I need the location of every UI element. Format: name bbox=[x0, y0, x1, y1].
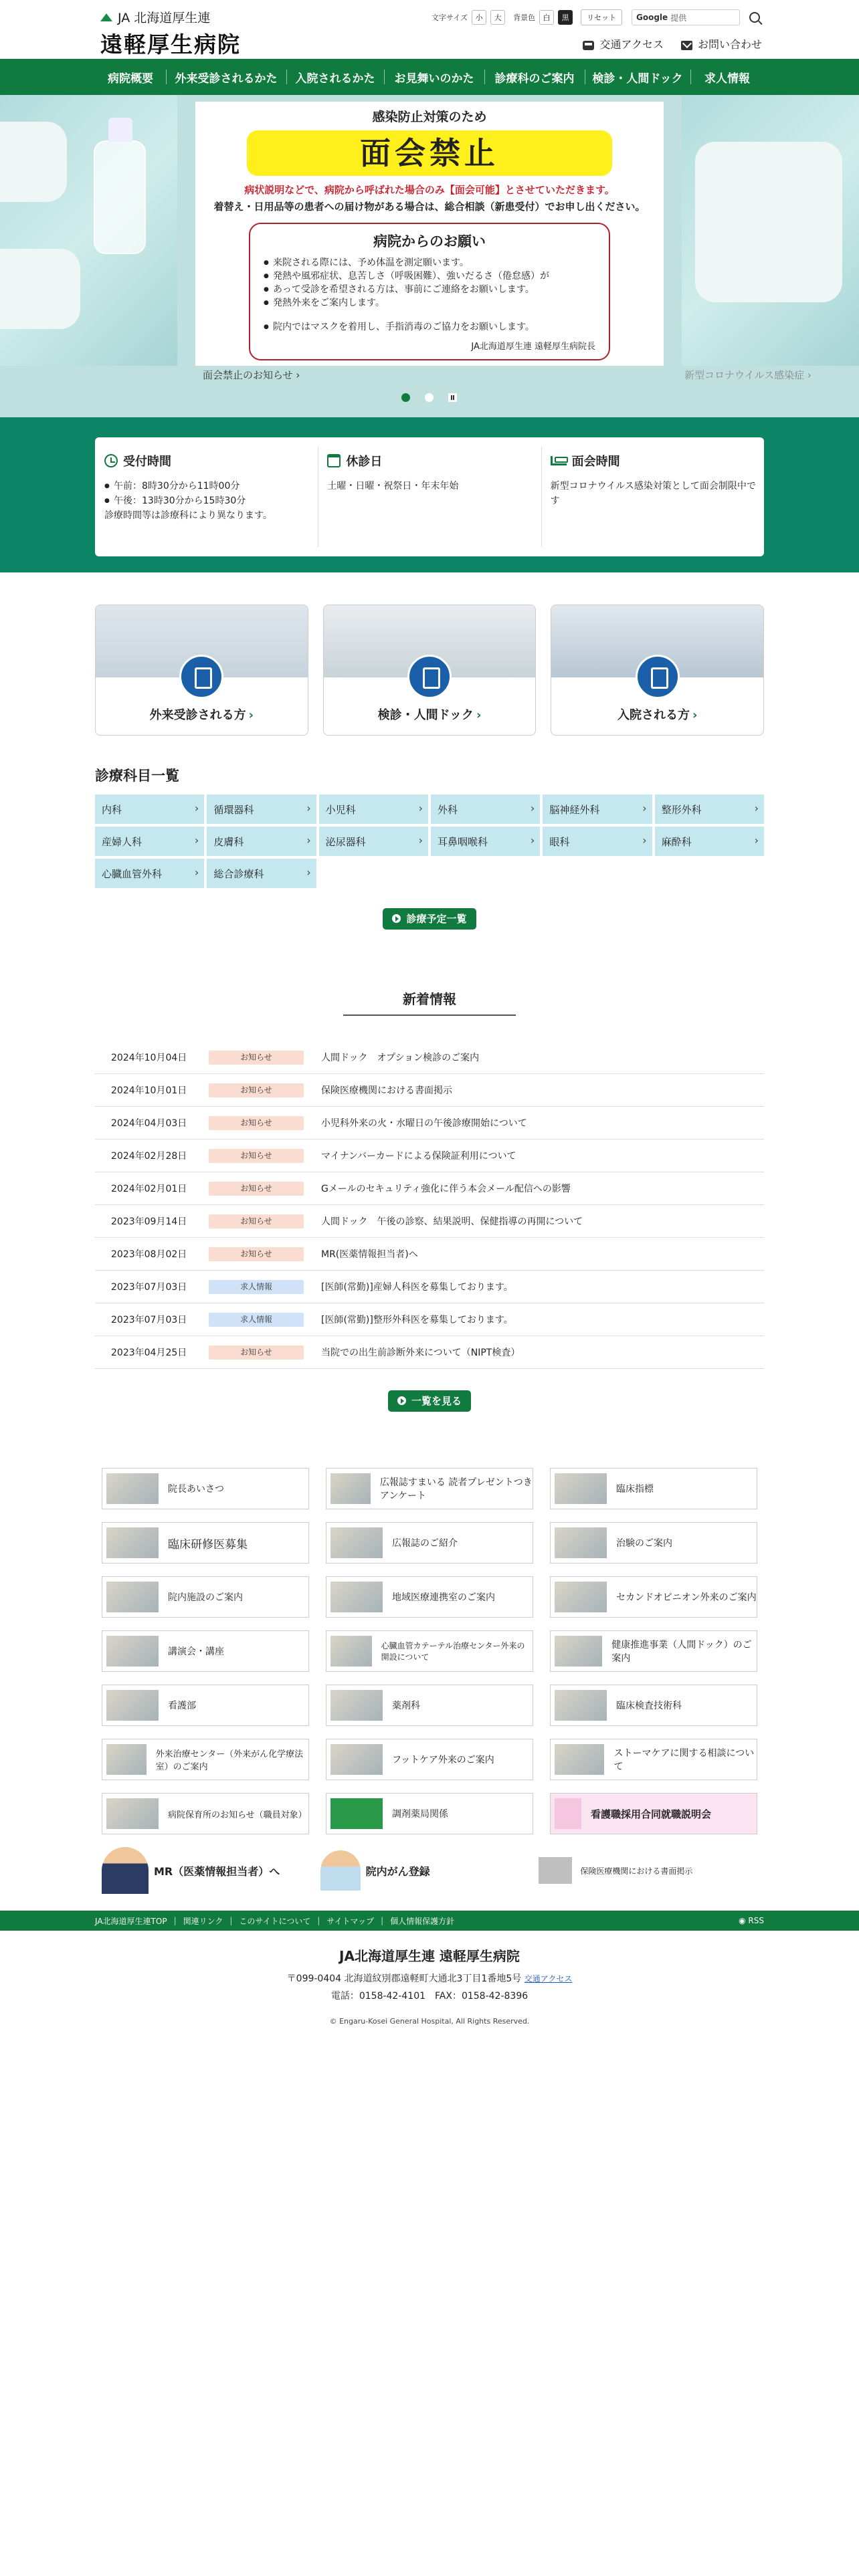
news-heading: 新着情報 bbox=[403, 991, 456, 1007]
clipboard-icon bbox=[179, 655, 223, 699]
logo-org-text: JA 北海道厚生連 bbox=[118, 11, 211, 25]
visit-text: 新型コロナウイルス感染対策として面会制限中です bbox=[550, 481, 756, 506]
reception-hours bbox=[95, 437, 318, 556]
site-header bbox=[0, 0, 859, 59]
footer-link-top[interactable]: JA北海道厚生連TOP bbox=[95, 1916, 167, 1926]
footer-access-link[interactable]: 交通アクセス bbox=[524, 1974, 573, 1983]
doctor-illustration bbox=[320, 1850, 361, 1891]
hero-prev-slide[interactable] bbox=[0, 95, 177, 366]
news-category-badge: お知らせ bbox=[209, 1149, 304, 1163]
play-circle-icon bbox=[397, 1396, 406, 1405]
request-item: ● 発熱や風邪症状、息苦しさ（呼吸困難）、強いだるさ（倦怠感）が bbox=[264, 270, 595, 283]
footer-tel: 電話：0158-42-4101 FAX：0158-42-8396 bbox=[330, 1991, 529, 2002]
stoma-photo bbox=[555, 1744, 604, 1775]
hospital-request-box bbox=[249, 223, 610, 360]
banner-stoma-care[interactable] bbox=[550, 1739, 757, 1780]
request-item: ● あって受診を希望される方は、事前にご連絡をお願いします。 bbox=[264, 283, 595, 296]
logo-org bbox=[100, 8, 241, 26]
banner-label: 保険医療機関における書面掲示 bbox=[580, 1866, 693, 1876]
mr-illustration bbox=[102, 1847, 149, 1894]
reset-button[interactable]: リセット bbox=[581, 9, 622, 25]
dept-urology[interactable]: 泌尿器科 › bbox=[319, 827, 428, 856]
news-row[interactable] bbox=[95, 1140, 764, 1172]
request-item: ● 来院される際には、予め体温を測定願います。 bbox=[264, 256, 595, 270]
pharmacist-photo bbox=[330, 1690, 383, 1721]
dept-surgery[interactable]: 外科 › bbox=[431, 794, 540, 824]
contact-link-label: お問い合わせ bbox=[697, 38, 762, 51]
news-date: 2023年04月25日 bbox=[111, 1348, 187, 1358]
banner-foot-care[interactable] bbox=[326, 1739, 533, 1780]
hero-caption-side-link[interactable]: 新型コロナウイルス感染症 › bbox=[684, 369, 812, 381]
news-category-badge: 求人情報 bbox=[209, 1313, 304, 1327]
news-row[interactable] bbox=[95, 1172, 764, 1205]
nurse-illustration bbox=[555, 1798, 581, 1829]
banner-cancer-registry[interactable] bbox=[320, 1850, 539, 1891]
hero-subtitle: 感染防止対策のため bbox=[372, 110, 487, 124]
news-category-badge: お知らせ bbox=[209, 1182, 304, 1196]
liaison-photo bbox=[330, 1582, 383, 1612]
footer-link-sitemap[interactable]: サイトマップ bbox=[326, 1916, 375, 1926]
news-date: 2024年10月01日 bbox=[111, 1085, 187, 1096]
news-date: 2023年07月03日 bbox=[111, 1315, 187, 1325]
hours-card bbox=[95, 437, 764, 556]
utility-bar bbox=[432, 9, 760, 25]
news-date: 2023年09月14日 bbox=[111, 1216, 187, 1227]
medical-device-icon bbox=[407, 655, 452, 699]
news-category-badge: 求人情報 bbox=[209, 1280, 304, 1294]
banner-label: フットケア外来のご案内 bbox=[392, 1755, 494, 1765]
news-title-link[interactable]: [医師(常勤)]産婦人科医を募集しております。 bbox=[321, 1282, 513, 1293]
banner-label: 講演会・講座 bbox=[168, 1646, 224, 1657]
pills-photo bbox=[555, 1527, 607, 1558]
request-item-mask: ● 院内ではマスクを着用し、手指消毒のご協力をお願いします。 bbox=[264, 320, 595, 334]
request-signature: JA北海道厚生連 遠軽厚生病院長 bbox=[471, 342, 595, 352]
dept-ophthalmology[interactable]: 眼科 › bbox=[543, 827, 652, 856]
access-link-label: 交通アクセス bbox=[599, 38, 664, 51]
banner-lab[interactable] bbox=[550, 1685, 757, 1726]
hero-title: 面会禁止 bbox=[247, 130, 612, 176]
banner-clinical-indicators[interactable] bbox=[550, 1468, 757, 1509]
consultation-photo bbox=[555, 1582, 607, 1612]
schedule-button[interactable] bbox=[383, 908, 476, 930]
reception-am: ● 午前：8時30分から11時00分 bbox=[104, 479, 311, 494]
news-row[interactable] bbox=[95, 1303, 764, 1336]
document-icon bbox=[539, 1857, 572, 1884]
magazine-photo bbox=[330, 1527, 383, 1558]
news-title-link[interactable]: 当院での出生前診断外来について（NIPT検査） bbox=[321, 1348, 520, 1358]
dept-cardiology[interactable]: 循環器科 › bbox=[207, 794, 316, 824]
search-brand: Google bbox=[636, 13, 668, 22]
request-item: ● 発熱外来をご案内します。 bbox=[264, 296, 595, 310]
banner-label: 臨床指標 bbox=[616, 1484, 654, 1495]
nav-item-jobs[interactable]: 求人情報 bbox=[690, 59, 764, 95]
dept-general-medicine[interactable]: 総合診療科 › bbox=[207, 859, 316, 888]
news-category-badge: お知らせ bbox=[209, 1051, 304, 1065]
footer-separator: | bbox=[229, 1916, 233, 1925]
residents-photo bbox=[106, 1527, 159, 1558]
dept-orthopedics[interactable]: 整形外科 › bbox=[655, 794, 764, 824]
news-title-link[interactable]: 人間ドック 午後の診察、結果説明、保健指導の再開について bbox=[321, 1216, 583, 1227]
logo-hospital-name: 遠軽厚生病院 bbox=[100, 31, 241, 58]
news-row[interactable] bbox=[95, 1107, 764, 1140]
banner-label: 院内施設のご案内 bbox=[168, 1592, 243, 1603]
news-title-link[interactable]: Gメールのセキュリティ強化に伴う本会メール配信への影響 bbox=[321, 1184, 571, 1194]
news-title-link[interactable]: 保険医療機関における書面掲示 bbox=[321, 1085, 452, 1096]
ja-mark-icon bbox=[100, 13, 112, 21]
footer-link-privacy[interactable]: 個人情報保護方針 bbox=[390, 1916, 455, 1926]
news-date: 2023年08月02日 bbox=[111, 1249, 187, 1260]
footer-hospital-name: JA北海道厚生連 遠軽厚生病院 bbox=[339, 1948, 520, 1964]
banner-nursery[interactable] bbox=[102, 1793, 309, 1834]
visit-title: 面会時間 bbox=[571, 455, 620, 469]
rss-link[interactable] bbox=[739, 1916, 764, 1925]
header-links bbox=[583, 36, 762, 51]
request-box-title: 病院からのお願い bbox=[373, 233, 486, 249]
lab-photo bbox=[555, 1690, 607, 1721]
banner-pr-magazine[interactable] bbox=[326, 1522, 533, 1564]
feature-card-inpatient[interactable] bbox=[551, 605, 764, 736]
banner-label: ストーマケアに関する相談について bbox=[613, 1748, 755, 1772]
footer-address bbox=[0, 1971, 859, 1985]
banner-label: 病院保育所のお知らせ（職員対象） bbox=[168, 1810, 307, 1820]
news-heading-underline bbox=[343, 1014, 516, 1016]
rss-label: RSS bbox=[748, 1916, 764, 1925]
dept-neurosurgery[interactable]: 脳神経外科 › bbox=[543, 794, 652, 824]
feature-card-outpatient[interactable] bbox=[95, 605, 308, 736]
reception-pm: ● 午後：13時30分から15時30分 bbox=[104, 494, 311, 508]
news-date: 2024年02月01日 bbox=[111, 1184, 187, 1194]
banner-label: 薬剤科 bbox=[392, 1701, 420, 1711]
hero-notice: 着替え・日用品等の患者への届け物がある場合は、総合相談（新患受付）でお申し出ください。 bbox=[213, 201, 646, 213]
nursery-photo bbox=[106, 1798, 159, 1829]
slider-dot-2[interactable] bbox=[425, 393, 434, 402]
pharmacy-sign-icon bbox=[330, 1798, 383, 1829]
pr-magazine-photo bbox=[330, 1473, 371, 1504]
hero-notice-card[interactable] bbox=[195, 102, 664, 366]
dept-pediatrics[interactable]: 小児科 › bbox=[319, 794, 428, 824]
sanitizer-bottle-image bbox=[94, 140, 146, 254]
news-category-badge: お知らせ bbox=[209, 1083, 304, 1097]
nav-item-about[interactable]: 病院概要 bbox=[108, 72, 153, 86]
heart-hand-icon bbox=[636, 655, 680, 699]
global-nav bbox=[0, 59, 859, 95]
font-large-button[interactable]: 大 bbox=[490, 10, 505, 25]
banner-director-greeting[interactable] bbox=[102, 1468, 309, 1509]
banner-label: 外来治療センター（外来がん化学療法室）のご案内 bbox=[155, 1749, 304, 1772]
search-input[interactable] bbox=[632, 9, 740, 25]
bed-icon bbox=[551, 456, 567, 465]
health-photo bbox=[555, 1636, 602, 1667]
banner-label: 広報誌のご紹介 bbox=[392, 1538, 458, 1549]
banner-dispensing-pharmacy[interactable] bbox=[326, 1793, 533, 1834]
treatment-photo bbox=[106, 1744, 147, 1775]
play-circle-icon bbox=[392, 914, 401, 923]
banner-clinical-trials[interactable] bbox=[550, 1522, 757, 1564]
banner-posted-notices[interactable] bbox=[539, 1857, 757, 1884]
news-date: 2024年10月04日 bbox=[111, 1053, 187, 1063]
news-row[interactable] bbox=[95, 1205, 764, 1238]
bg-black-button[interactable]: 黒 bbox=[558, 10, 573, 25]
banner-grid bbox=[102, 1468, 757, 1834]
banner-label: 看護部 bbox=[168, 1701, 196, 1711]
bottom-banners bbox=[102, 1844, 757, 1897]
banner-nursing[interactable] bbox=[102, 1685, 309, 1726]
access-link[interactable] bbox=[583, 36, 664, 51]
banner-nurse-recruit-fair[interactable] bbox=[550, 1793, 757, 1834]
banner-label: 治験のご案内 bbox=[616, 1538, 672, 1549]
mask-image bbox=[0, 249, 80, 329]
news-list bbox=[95, 1041, 764, 1369]
news-title-link[interactable]: [医師(常勤)]整形外科医を募集しております。 bbox=[321, 1315, 513, 1325]
footer-link-related[interactable]: 関連リンク bbox=[183, 1916, 223, 1926]
news-date: 2024年02月28日 bbox=[111, 1151, 187, 1162]
news-title-link[interactable]: 小児科外来の火・水曜日の午後診療開始について bbox=[321, 1118, 527, 1129]
lecture-photo bbox=[106, 1636, 159, 1667]
banner-regional-liaison[interactable] bbox=[326, 1576, 533, 1618]
contact-link[interactable] bbox=[681, 36, 762, 51]
banner-label: 広報誌すまいる 読者プレゼントつきアンケート bbox=[379, 1477, 533, 1501]
departments-heading: 診療科目一覧 bbox=[95, 768, 179, 784]
dept-dermatology[interactable]: 皮膚科 › bbox=[207, 827, 316, 856]
search-placeholder: 提供 bbox=[670, 13, 687, 23]
banner-facilities[interactable] bbox=[102, 1576, 309, 1618]
footer-separator: | bbox=[317, 1916, 320, 1925]
news-row[interactable] bbox=[95, 1238, 764, 1271]
building-photo bbox=[106, 1473, 159, 1504]
holidays bbox=[318, 437, 541, 556]
banner-second-opinion[interactable] bbox=[550, 1576, 757, 1618]
news-category-badge: お知らせ bbox=[209, 1247, 304, 1261]
pause-icon[interactable] bbox=[448, 393, 457, 402]
banner-catheter-center[interactable] bbox=[326, 1630, 533, 1672]
banner-resident-recruit[interactable] bbox=[102, 1522, 309, 1564]
facility-photo bbox=[106, 1582, 159, 1612]
nav-item-departments[interactable]: 診療科のご案内 bbox=[484, 59, 585, 95]
visiting-hours bbox=[541, 437, 764, 556]
hero-red-notice: 病状説明などで、病院から呼ばれた場合のみ【面会可能】とさせていただきます。 bbox=[244, 184, 615, 196]
copyright: © Engaru-Kosei General Hospital, All Rights Reserved. bbox=[329, 2017, 530, 2026]
departments-grid bbox=[95, 794, 764, 888]
banner-mr[interactable] bbox=[102, 1847, 320, 1894]
banner-health-promotion[interactable] bbox=[550, 1630, 757, 1672]
clock-icon bbox=[104, 454, 118, 467]
banner-label: 心臓血管カテーテル治療センター外来の開設について bbox=[381, 1641, 525, 1662]
holiday-text: 土曜・日曜・祝祭日・年末年始 bbox=[327, 481, 459, 492]
banner-label: 地域医療連携室のご案内 bbox=[392, 1592, 495, 1603]
nav-item-inpatient[interactable]: 入院されるかた bbox=[286, 59, 384, 95]
dept-cardiovascular-surgery[interactable]: 心臓血管外科 › bbox=[95, 859, 204, 888]
rss-icon: ◉ bbox=[739, 1916, 749, 1925]
feature-label: 入院される方 › bbox=[617, 708, 698, 722]
reception-title: 受付時間 bbox=[123, 455, 171, 469]
news-row[interactable] bbox=[95, 1041, 764, 1074]
mask-image bbox=[0, 122, 67, 202]
news-row[interactable] bbox=[95, 1074, 764, 1107]
news-list-button-label: 一覧を見る bbox=[411, 1395, 462, 1407]
reception-note: 診療時間等は診療科により異なります。 bbox=[104, 510, 272, 521]
trees-photo bbox=[555, 1473, 607, 1504]
news-date: 2024年04月03日 bbox=[111, 1118, 187, 1129]
feature-label: 外来受診される方 › bbox=[149, 708, 254, 722]
address-text: 〒099-0404 北海道紋別郡遠軽町大通北3丁目1番地5号 bbox=[286, 1973, 522, 1984]
banner-label: セカンドオピニオン外来のご案内 bbox=[616, 1592, 757, 1603]
hero-caption-link[interactable]: 面会禁止のお知らせ › bbox=[203, 369, 300, 381]
footer-bar bbox=[0, 1911, 859, 1931]
hero-slider bbox=[0, 95, 859, 417]
news-row[interactable] bbox=[95, 1271, 764, 1303]
search-icon[interactable] bbox=[749, 12, 760, 23]
banner-pharmacy[interactable] bbox=[326, 1685, 533, 1726]
footer-separator: | bbox=[381, 1916, 384, 1925]
dept-obgyn[interactable]: 産婦人科 › bbox=[95, 827, 204, 856]
banner-label: 院長あいさつ bbox=[168, 1484, 224, 1495]
dept-internal[interactable]: 内科 › bbox=[95, 794, 204, 824]
news-title-link[interactable]: MR(医薬情報担当者)へ bbox=[321, 1249, 418, 1260]
hero-next-slide[interactable] bbox=[682, 95, 859, 366]
site-logo[interactable] bbox=[100, 8, 241, 59]
feature-label: 検診・人間ドック › bbox=[377, 708, 482, 722]
news-date: 2023年07月03日 bbox=[111, 1282, 187, 1293]
news-title-link[interactable]: 人間ドック オプション検診のご案内 bbox=[321, 1053, 480, 1063]
foot-care-photo bbox=[330, 1744, 383, 1775]
banner-pr-survey[interactable] bbox=[326, 1468, 533, 1509]
news-category-badge: お知らせ bbox=[209, 1214, 304, 1228]
nurse-photo bbox=[106, 1690, 159, 1721]
dept-anesthesiology[interactable]: 麻酔科 › bbox=[655, 827, 764, 856]
banner-label: 調剤薬局関係 bbox=[392, 1809, 448, 1820]
news-category-badge: お知らせ bbox=[209, 1116, 304, 1130]
nav-item-outpatient[interactable]: 外来受診されるかた bbox=[166, 59, 286, 95]
info-band bbox=[0, 417, 859, 572]
mail-icon bbox=[681, 41, 692, 50]
nav-item-checkup[interactable]: 検診・人間ドック bbox=[585, 59, 690, 95]
bg-white-button[interactable]: 白 bbox=[539, 10, 554, 25]
banner-label: 臨床研修医募集 bbox=[168, 1537, 248, 1551]
news-list-button[interactable] bbox=[388, 1390, 471, 1412]
font-small-button[interactable]: 小 bbox=[472, 10, 486, 25]
footer-separator: | bbox=[173, 1916, 177, 1925]
catheter-photo bbox=[330, 1636, 372, 1667]
footer-main bbox=[0, 1931, 859, 2026]
schedule-button-label: 診療予定一覧 bbox=[406, 913, 467, 925]
feature-card-checkup[interactable] bbox=[323, 605, 537, 736]
banner-label: 健康推進事業（人間ドック）のご案内 bbox=[611, 1640, 752, 1664]
banner-label: 院内がん登録 bbox=[365, 1864, 430, 1878]
mask-image bbox=[695, 142, 842, 302]
banner-outpatient-treatment[interactable] bbox=[102, 1739, 309, 1780]
bus-icon bbox=[583, 41, 594, 50]
banner-label: MR（医薬情報担当者）へ bbox=[154, 1864, 280, 1878]
holiday-title: 休診日 bbox=[346, 455, 383, 469]
news-category-badge: お知らせ bbox=[209, 1346, 304, 1360]
banner-label: 臨床検査技術科 bbox=[616, 1701, 682, 1711]
slider-controls bbox=[401, 393, 457, 402]
slider-dot-1[interactable] bbox=[401, 393, 410, 402]
banner-label: 看護職採用合同就職説明会 bbox=[591, 1808, 712, 1820]
calendar-icon bbox=[327, 454, 341, 467]
footer-link-about[interactable]: このサイトについて bbox=[239, 1916, 311, 1926]
banner-lectures[interactable] bbox=[102, 1630, 309, 1672]
news-row[interactable] bbox=[95, 1336, 764, 1369]
dept-ent[interactable]: 耳鼻咽喉科 › bbox=[431, 827, 540, 856]
news-title-link[interactable]: マイナンバーカードによる保険証利用について bbox=[321, 1151, 516, 1162]
feature-cards bbox=[95, 605, 764, 736]
bg-color-label: 背景色 bbox=[513, 13, 536, 22]
font-size-label: 文字サイズ bbox=[431, 13, 468, 22]
nav-item-visitors[interactable]: お見舞いのかた bbox=[384, 59, 484, 95]
